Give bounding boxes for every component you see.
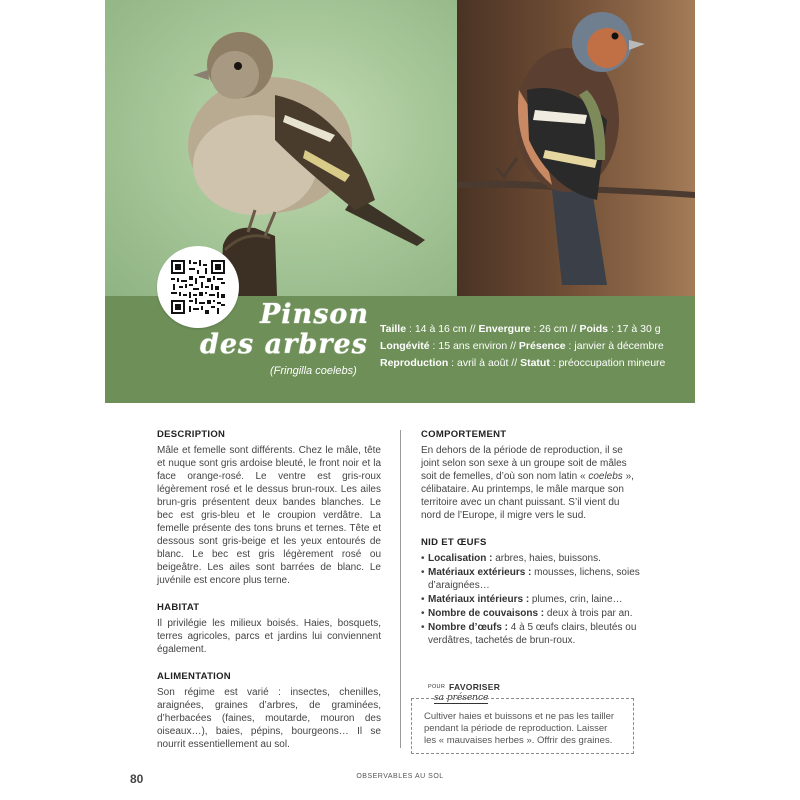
nid-item-value: plumes, crin, laine… bbox=[529, 594, 623, 605]
species-facts bbox=[380, 321, 692, 372]
nid-list bbox=[421, 552, 641, 647]
species-title-line1: Pinson bbox=[260, 299, 370, 330]
comportement-heading: COMPORTEMENT bbox=[421, 429, 507, 440]
running-footer: OBSERVABLES AU SOL bbox=[356, 773, 444, 780]
facts-line-3: Reproduction : avril à août // Statut : préoccupation mineure bbox=[380, 357, 666, 369]
favoriser-box bbox=[411, 698, 634, 754]
page-number: 80 bbox=[130, 772, 144, 786]
habitat-heading: HABITAT bbox=[157, 602, 200, 613]
female-chaffinch-photo bbox=[105, 0, 457, 296]
favoriser-tag-small: POUR bbox=[428, 684, 446, 690]
favoriser-text: Cultiver haies et buissons et ne pas les tailler pendant la période de reproduction. Laisser les « mauvaises herbes ». Offrir des graines. bbox=[424, 711, 615, 746]
fact-label-poids: Poids bbox=[579, 323, 609, 335]
nid-item-value: mousses, lichens, soies d’araignées… bbox=[428, 567, 640, 591]
fact-label-taille: Taille bbox=[380, 323, 407, 335]
favoriser-tag-big: FAVORISER bbox=[449, 682, 501, 692]
fact-value-taille: 14 à 16 cm bbox=[414, 323, 467, 335]
male-chaffinch-photo bbox=[457, 0, 695, 296]
right-column bbox=[421, 428, 641, 648]
facts-line-2: Longévité : 15 ans environ // Présence : janvier à décembre bbox=[380, 340, 664, 352]
fact-value-poids: 17 à 30 g bbox=[616, 323, 661, 335]
species-title-line2: des arbres bbox=[200, 329, 368, 360]
nid-item-value: 4 à 5 œufs clairs, bleutés ou verdâtres, tachetés de brun-roux. bbox=[428, 622, 637, 646]
nid-item-label: Nombre d’œufs : bbox=[428, 622, 508, 633]
fact-value-envergure: 26 cm bbox=[539, 323, 568, 335]
alimentation-text: Son régime est varié : insectes, chenilles, araignées, graines d’arbres, de graminées, d’herbacées (faines, moutarde, mouron des oiseaux…), baies, pépins, bourgeons… Il se nourrit essentiellement au sol. bbox=[157, 687, 381, 750]
list-item bbox=[421, 593, 641, 606]
list-item bbox=[421, 607, 641, 620]
nid-item-label: Localisation : bbox=[428, 553, 493, 564]
list-item bbox=[421, 621, 641, 647]
latin-name: (Fringilla coelebs) bbox=[270, 365, 357, 377]
comportement-text-part2: », célibataire. Au printemps, le mâle marque son territoire avec un chant puissant. S’il vient du nord de l’Europe, il migre vers le sud. bbox=[421, 471, 634, 521]
nid-heading: NID ET ŒUFS bbox=[421, 537, 487, 548]
fact-value-presence: janvier à décembre bbox=[574, 340, 664, 352]
fact-label-presence: Présence bbox=[518, 340, 566, 352]
fact-label-reproduction: Reproduction bbox=[380, 357, 449, 369]
description-text: Mâle et femelle sont différents. Chez le mâle, tête et nuque sont gris ardoise bleuté, le front noir et la face orange-rosé. Le ventre est gris-roux légèrement rosé et le dessus brun-roux. Les ailes brun-gris présentent deux bandes blanches. Le bec est gris-bleu et le croupion verdâtre. La femelle présente des tons bruns et ternes. Tête et dessous sont gris-beige et les yeux entourés de blanc. Le bec est gris légèrement rosé ou beigeâtre. Les ailes sont barrées de blanc. Le juvénile est encore plus terne. bbox=[157, 445, 381, 586]
comportement-text-latin: coelebs bbox=[588, 471, 623, 482]
nid-item-label: Matériaux intérieurs : bbox=[428, 594, 530, 605]
fact-label-longevite: Longévité bbox=[380, 340, 430, 352]
nid-item-value: deux à trois par an. bbox=[544, 608, 633, 619]
nid-item-label: Nombre de couvaisons : bbox=[428, 608, 545, 619]
comportement-text-part1: En dehors de la période de reproduction, il se joint selon son sexe à un groupe soit de mâles soit de femelles, d’où son nom latin « bbox=[421, 445, 627, 482]
nid-item-value: arbres, haies, buissons. bbox=[492, 553, 601, 564]
list-item bbox=[421, 552, 641, 565]
habitat-text: Il privilégie les milieux boisés. Haies, bosquets, terres agricoles, parcs et jardins lui conviennent également. bbox=[157, 618, 381, 655]
favoriser-tag-script: sa présence bbox=[434, 693, 489, 703]
comportement-text bbox=[421, 444, 641, 522]
fact-value-longevite: 15 ans environ bbox=[438, 340, 508, 352]
fact-label-envergure: Envergure bbox=[478, 323, 531, 335]
description-heading: DESCRIPTION bbox=[157, 429, 226, 440]
fact-value-reproduction: avril à août bbox=[457, 357, 509, 369]
facts-line-1: Taille : 14 à 16 cm // Envergure : 26 cm // Poids : 17 à 30 g bbox=[380, 323, 661, 335]
column-divider bbox=[400, 430, 401, 748]
alimentation-heading: ALIMENTATION bbox=[157, 671, 231, 682]
nid-item-label: Matériaux extérieurs : bbox=[428, 567, 532, 578]
left-column bbox=[157, 428, 381, 765]
fact-label-statut: Statut bbox=[520, 357, 550, 369]
species-title bbox=[200, 300, 370, 360]
list-item bbox=[421, 566, 641, 592]
fact-value-statut: préoccupation mineure bbox=[558, 357, 666, 369]
